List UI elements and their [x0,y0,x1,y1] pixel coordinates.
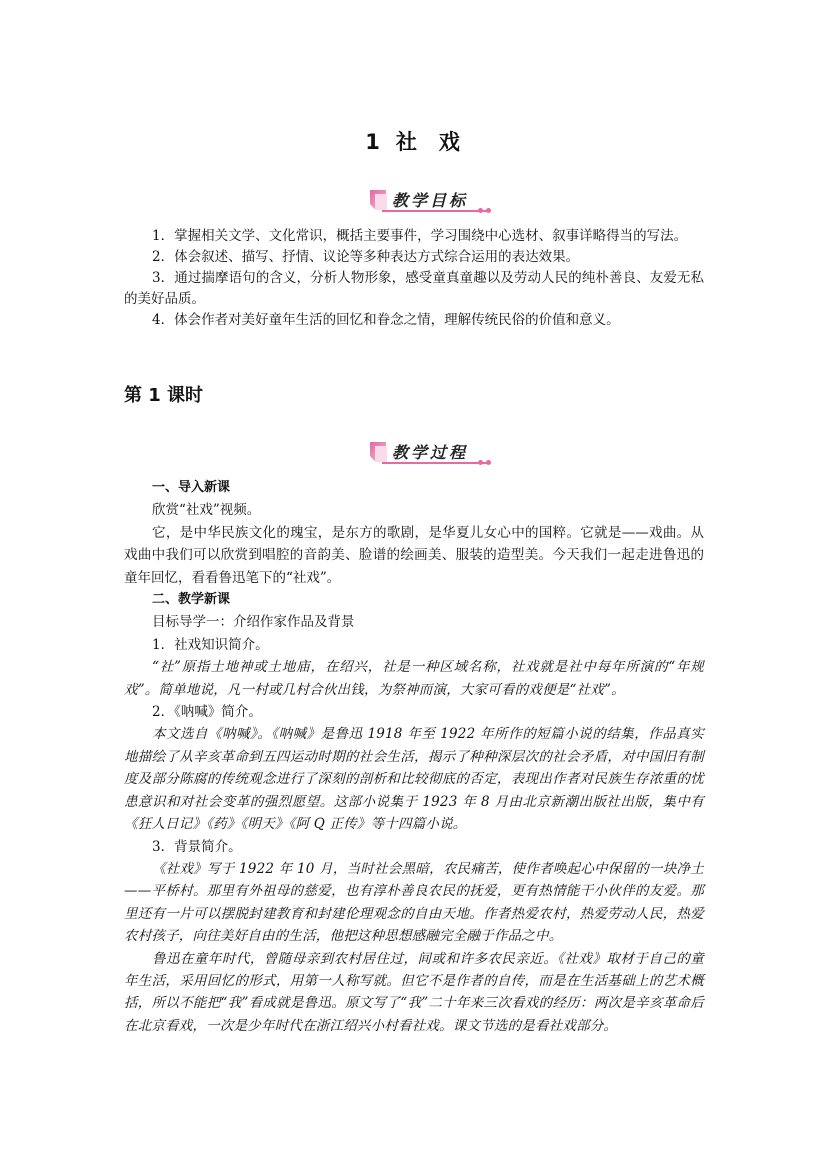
banner-dot-icon [486,208,491,213]
banner-tab-inner [375,194,387,210]
objectives-banner-label: 教学目标 [392,191,469,210]
paragraph: 1．社戏知识简介。 [152,636,269,653]
paragraph: 它，是中华民族文化的瑰宝，是东方的歌剧，是华夏儿女心中的国粹。它就是——戏曲。从戏曲中我们可以欣赏到唱腔的音韵美、脸谱的绘画美、服装的造型美。今天我们一起走进鲁迅的童年回忆，看看鲁迅笔下的“社戏”。 [124,524,704,586]
paragraph: 2．《呐喊》简介。 [152,704,262,721]
banner-dot-icon [478,208,483,213]
title-char-2: 戏 [438,130,462,154]
banner-dot-icon [478,460,483,465]
banner-dot-icon [486,460,491,465]
objective-item: 4．体会作者对美好童年生活的回忆和眷念之情，理解传统民俗的价值和意义。 [152,312,620,328]
title-char-1: 社 [395,130,419,154]
paragraph: 《社戏》写于 1922 年 10 月，当时社会黑暗，农民痛苦，使作者唤起心中保留的一块净土——平桥村。那里有外祖母的慈爱，也有淳朴善良农民的抚爱，更有热情能干小伙伴的友爱。那里还有一片可以摆脱封建教育和封建伦理观念的自由天地。作者热爱农村，热爱劳动人民，热爱农村孩子，向往美好自由的生活，他把这种思想感融完全融于作品之中。 [124,860,704,945]
objective-item: 1．掌握相关文学、文化常识，概括主要事件，学习围绕中心选材、叙事详略得当的写法。 [152,228,688,244]
title-number: 1 [365,130,382,154]
process-body [124,477,704,1037]
objective-item: 2．体会叙述、描写、抒情、议论等多种表达方式综合运用的表达效果。 [152,249,580,265]
banner-underline [382,210,488,212]
banner-underline [382,462,488,464]
paragraph: 欣赏“社戏”视频。 [152,502,261,519]
paragraph: 3．背景简介。 [152,838,242,855]
page-title [0,126,827,156]
objectives-banner [370,188,500,218]
objectives-list [124,226,704,331]
paragraph: 本文选自《呐喊》。《呐喊》是鲁迅 1918 年至 1922 年所作的短篇小说的结集，作品真实地描绘了从辛亥革命到五四运动时期的社会生活，揭示了种种深层次的社会矛盾，对中国旧有制度及部分陈腐的传统观念进行了深刻的剖析和比较彻底的否定，表现出作者对民族生存浓重的忧患意识和对社会变革的强烈愿望。这部小说集于 1923 年 8 月由北京新潮出版社出版，集中有《狂人日记》《药》《明天》《阿 Q 正传》等十四篇小说。 [124,726,704,833]
paragraph: “社”原指土地神或土地庙，在绍兴，社是一种区域名称，社戏就是社中每年所演的“年规戏”。简单地说，凡一村或几村合伙出钱，为祭神而演，大家可看的戏便是“社戏”。 [124,659,704,698]
paragraph: 鲁迅在童年时代，曾随母亲到农村居住过，间或和许多农民亲近。《社戏》取材于自己的童年生活，采用回忆的形式，用第一人称写就。但它不是作者的自传，而是在生活基础上的艺术概括，所以不能把“我”看成就是鲁迅。原文写了“我”二十年来三次看戏的经历：两次是辛亥革命后在北京看戏，一次是少年时代在浙江绍兴小村看社戏。课文节选的是看社戏部分。 [124,950,704,1034]
process-banner [370,440,500,470]
section-heading: 一、导入新课 [152,480,231,495]
paragraph: 目标导学一：介绍作家作品及背景 [152,614,355,631]
section-heading: 二、教学新课 [152,592,231,608]
process-banner-label: 教学过程 [392,443,469,462]
lesson-heading: 第 1 课时 [124,385,204,406]
objective-item: 3．通过揣摩语句的含义，分析人物形象，感受童真童趣以及劳动人民的纯朴善良、友爱无私的美好品质。 [124,270,704,307]
banner-tab-inner [375,446,387,462]
